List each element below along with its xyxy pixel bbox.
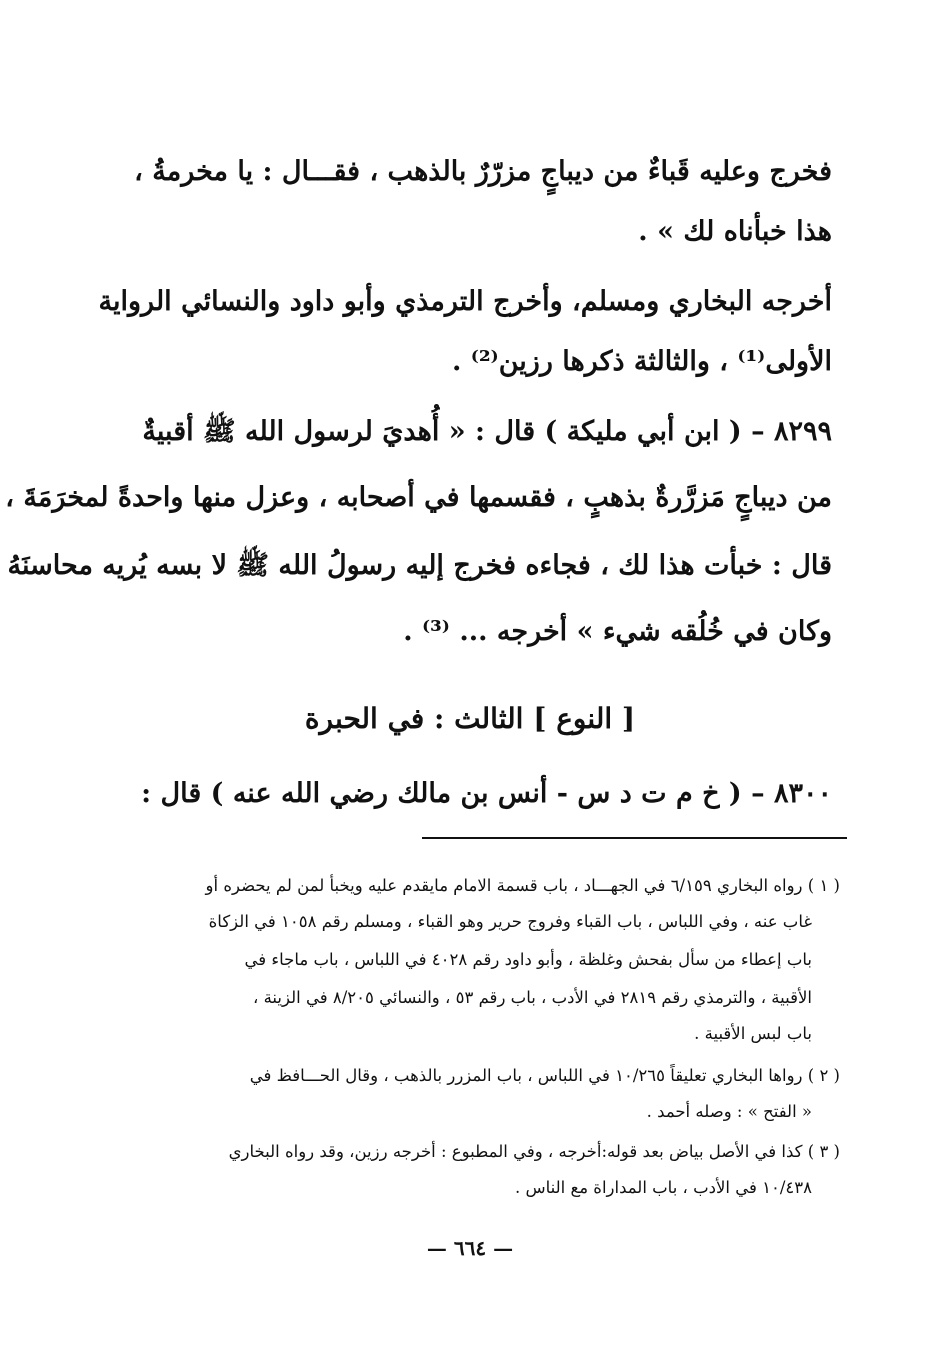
footnote-3-line-1: ( ٣ ) كذا في الأصل بياض بعد قوله:أخرجه ، وفي المطبوع : أخرجه رزين، وقد رواه البخاري (228, 1142, 840, 1161)
body-line-4: الأولى⁽¹⁾ ، والثالثة ذكرها رزين⁽²⁾ . (452, 346, 832, 377)
body-line-1: فخرج وعليه قَباءٌ من ديباجٍ مزرّرٌ بالذهب ، فقـــال : يا مخرمةُ ، (134, 156, 832, 187)
footnote-divider (422, 837, 847, 839)
footnote-1-line-4: الأقبية ، والترمذي رقم ٢٨١٩ في الأدب ، باب رقم ٥٣ ، والنسائي ٨/٢٠٥ في الزينة ، (253, 988, 812, 1007)
footnote-3-line-2: ١٠/٤٣٨ في الأدب ، باب المداراة مع الناس . (514, 1178, 812, 1197)
footnote-2-line-2: « الفتح » : وصله أحمد . (646, 1102, 812, 1121)
body-line-7: قال : خبأت هذا لك ، فجاءه فخرج إليه رسولُ الله ﷺ لا بسه يُريه محاسنَهُ (7, 550, 832, 581)
body-line-2: هذا خبأناه لك » . (638, 216, 832, 247)
footnote-1-line-2: غاب عنه ، وفي اللباس ، باب القباء وفروج حرير وهو القباء ، ومسلم رقم ١٠٥٨ في الزكاة (208, 912, 812, 931)
body-line-8: وكان في خُلُقه شيء » أخرجه ... ⁽³⁾ . (403, 616, 832, 647)
section-heading: [ النوع ] الثالث : في الحبرة (304, 702, 636, 735)
body-line-3: أخرجه البخاري ومسلم، وأخرج الترمذي وأبو داود والنسائي الرواية (98, 286, 832, 317)
page-number: — ٦٦٤ — (426, 1236, 514, 1260)
body-line-6: من ديباجٍ مَزرَّرةٌ بذهبٍ ، فقسمها في أصحابه ، وعزل منها واحدةً لمخرَمَةَ ، (5, 482, 832, 513)
footnote-1-line-3: باب إعطاء من سأل بفحش وغلظة ، وأبو داود رقم ٤٠٢٨ في اللباس ، باب ماجاء في (244, 950, 812, 969)
hadith-8300-line: ٨٣٠٠ – ( خ م ت د س - أنس بن مالك رضي الله عنه ) قال : (141, 778, 832, 809)
footnote-1-line-5: باب لبس الأقبية . (694, 1024, 812, 1043)
footnote-2-line-1: ( ٢ ) رواها البخاري تعليقاً ١٠/٢٦٥ في اللباس ، باب المزرر بالذهب ، وقال الحـــافظ في (249, 1066, 840, 1085)
body-line-5: ٨٢٩٩ – ( ابن أبي مليكة ) قال : « أُهديَ لرسول الله ﷺ أقبيةٌ (142, 416, 832, 447)
footnote-1-line-1: ( ١ ) رواه البخاري ٦/١٥٩ في الجهـــاد ، باب قسمة الامام مايقدم عليه ويخبأ لمن لم يحضره أو (205, 876, 840, 895)
